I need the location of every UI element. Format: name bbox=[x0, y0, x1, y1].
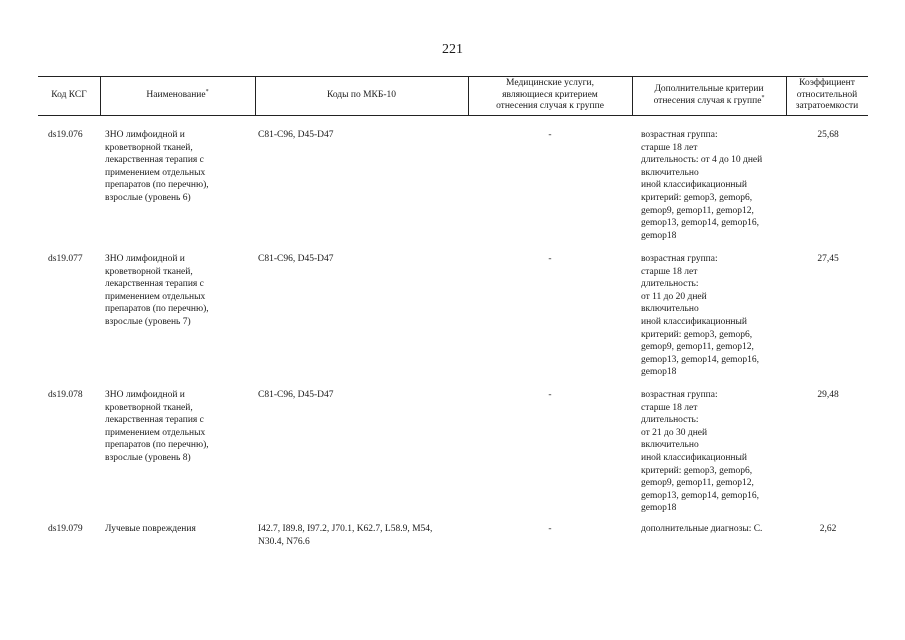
cell-mkb: C81-C96, D45-D47 bbox=[258, 130, 334, 140]
cell-name: ЗНО лимфоидной и кроветворной тканей, лекарственная терапия с применением отдельных препаратов (по перечню), взрослые (уровень 6) bbox=[105, 130, 209, 203]
cell-code: ds19.079 bbox=[48, 524, 83, 534]
cell-criteria: возрастная группа: старше 18 лет длительность: от 11 до 20 дней включительно иной классификационный критерий: gemop3, gemop6, gemop9, gemop11, gemop12, gemop13, gemop14, gemop16, gemop18 bbox=[641, 254, 759, 378]
cell-name: ЗНО лимфоидной и кроветворной тканей, лекарственная терапия с применением отдельных препаратов (по перечню), взрослые (уровень 8) bbox=[105, 390, 209, 463]
header-name: Наименование* bbox=[146, 88, 209, 100]
cell-criteria: дополнительные диагнозы: С. bbox=[641, 524, 763, 534]
cell-name: Лучевые повреждения bbox=[105, 524, 196, 534]
cell-criteria: возрастная группа: старше 18 лет длительность: от 21 до 30 дней включительно иной классификационный критерий: gemop3, gemop6, gemop9, gemop11, gemop12, gemop13, gemop14, gemop16, gemop18 bbox=[641, 390, 759, 514]
cell-mkb: I42.7, I89.8, I97.2, J70.1, K62.7, L58.9, M54, N30.4, N76.6 bbox=[258, 524, 433, 547]
page-number: 221 bbox=[442, 42, 463, 57]
header-additional-criteria: Дополнительные критерии отнесения случая к группе* bbox=[653, 84, 765, 106]
cell-mkb: C81-C96, D45-D47 bbox=[258, 390, 334, 400]
header-medical-services: Медицинские услуги, являющиеся критерием отнесения случая к группе bbox=[496, 78, 604, 112]
cell-medical-services: - bbox=[548, 390, 552, 400]
cell-coefficient: 27,45 bbox=[817, 254, 839, 264]
header-mkb: Коды по МКБ-10 bbox=[326, 89, 397, 100]
cell-medical-services: - bbox=[548, 130, 552, 140]
cell-mkb: C81-C96, D45-D47 bbox=[258, 254, 334, 264]
cell-coefficient: 2,62 bbox=[819, 524, 837, 534]
cell-medical-services: - bbox=[548, 524, 552, 534]
header-bottom-rule bbox=[38, 115, 868, 116]
cell-medical-services: - bbox=[548, 254, 552, 264]
cell-name: ЗНО лимфоидной и кроветворной тканей, лекарственная терапия с применением отдельных препаратов (по перечню), взрослые (уровень 7) bbox=[105, 254, 209, 327]
cell-code: ds19.078 bbox=[48, 390, 83, 400]
header-coefficient: Коэффициент относительной затратоемкости bbox=[795, 78, 859, 112]
cell-code: ds19.076 bbox=[48, 130, 83, 140]
cell-criteria: возрастная группа: старше 18 лет длительность: от 4 до 10 дней включительно иной классификационный критерий: gemop3, gemop6, gemop9, gemop11, gemop12, gemop13, gemop14, gemop16, gemop18 bbox=[641, 130, 763, 241]
cell-code: ds19.077 bbox=[48, 254, 83, 264]
header-code: Код КСГ bbox=[51, 89, 87, 100]
cell-coefficient: 29,48 bbox=[817, 390, 839, 400]
cell-coefficient: 25,68 bbox=[817, 130, 839, 140]
